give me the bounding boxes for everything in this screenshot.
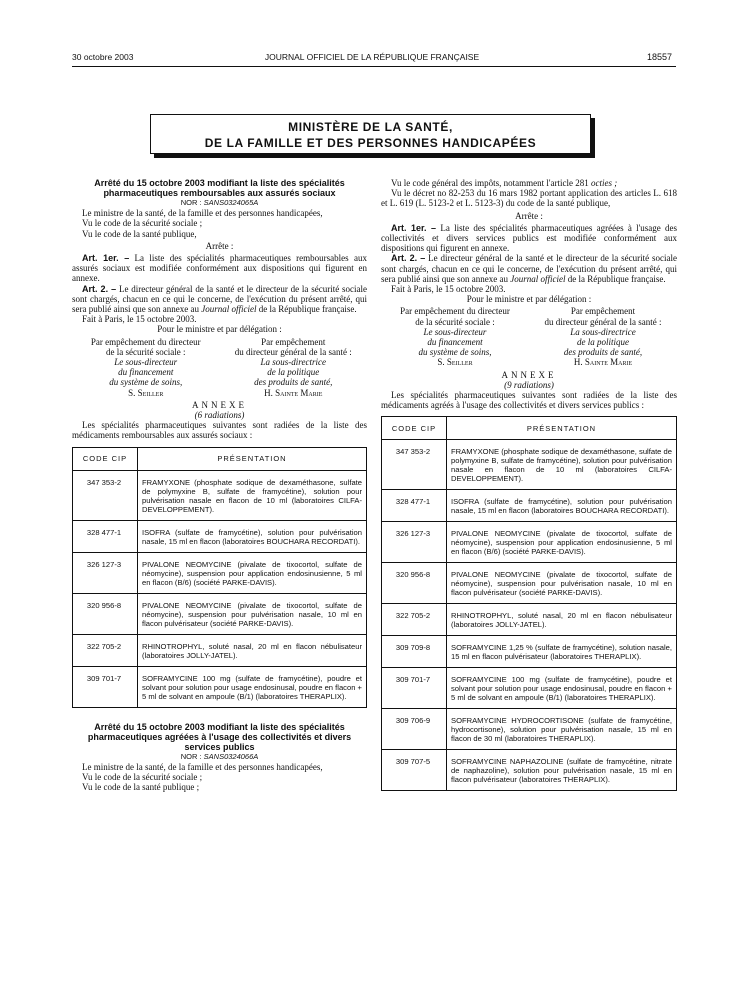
arrete1-annex-intro: Les spécialités pharmaceutiques suivantes sont radiées de la liste des médicaments remboursables aux assurés sociaux : [72,420,367,441]
right-column [381,178,677,791]
arrete2-annex-table [381,416,677,791]
table-row: 328 477-1 ISOFRA (sulfate de framycétine), solution pour pulvérisation nasale, 15 ml en flacon (laboratoires BOUCHARA RECORDATI). [382,490,677,522]
table-row: 326 127-3 PIVALONE NEOMYCINE (pivalate de tixocortol, sulfate de néomycine), suspension pour application endosinusienne, 5 ml en flacon (B/6) (société PARKE-DAVIS). [382,522,677,563]
arrete2-vu-1: Vu le code de la sécurité sociale ; [82,772,203,783]
arrete2-annexe-heading: ANNEXE [501,369,557,380]
table-row: 309 706-9 SOFRAMYCINE HYDROCORTISONE (sulfate de framycétine, hydrocortisone), solution pour pulvérisation nasale, 15 ml en flacon de 30 ml (laboratoires THERAPLIX). [382,709,677,750]
arrete1-nor-code: SANS0324065A [203,198,259,207]
arrete1-article-1: Art. 1er. – La liste des spécialités pharmaceutiques remboursables aux assurés sociaux est modifiée conformément aux dispositions qui figurent en annexe. [72,253,367,284]
arrete1-signatures [72,337,367,398]
arrete1-intro: Le ministre de la santé, de la famille et des personnes handicapées, [82,208,323,219]
table-row: 309 701-7 SOFRAMYCINE 100 mg (sulfate de framycétine), poudre et solvant pour solution pour usage endosinusal, poudre en flacon + 5 ml de solvant en ampoule (B/1) (laboratoires THERAPLIX). [382,668,677,709]
arrete2-signatures [381,306,677,367]
table-row: 309 701-7 SOFRAMYCINE 100 mg (sulfate de framycétine), poudre et solvant pour solution pour usage endosinusal, poudre en flacon + 5 ml de solvant en ampoule (B/1) (laboratoires THERAPLIX). [73,666,367,707]
table-header-row [382,417,677,440]
arrete2-arrete: Arrête : [515,210,543,221]
page-header [72,52,672,66]
column-header-code: CODE CIP [382,417,447,440]
table-row: 322 705-2 RHINOTROPHYL, soluté nasal, 20 ml en flacon nébulisateur (laboratoires JOLLY-JATEL). [382,604,677,636]
arrete2-vu-3: Vu le code général des impôts, notamment l'article 281 octies ; [391,178,618,188]
ministry-line-2: DE LA FAMILLE ET DES PERSONNES HANDICAPÉES [204,136,537,150]
arrete1-annexe-heading: ANNEXE [192,399,247,410]
column-header-presentation: PRÉSENTATION [447,417,677,440]
table-row: 322 705-2 RHINOTROPHYL, soluté nasal, 20 ml en flacon nébulisateur (laboratoires JOLLY-JATEL). [73,634,367,666]
header-rule [72,66,676,67]
arrete1-annex-table [72,447,367,708]
arrete1-arrete: Arrête : [205,240,234,251]
arrete1-signature-left: Par empêchement du directeur de la sécurité sociale : Le sous-directeur du financement du système de soins, S. Seiller [90,336,201,398]
arrete1-radiations: (6 radiations) [194,410,245,421]
arrete2-radiations: (9 radiations) [504,379,554,390]
table-header-row [73,447,367,470]
arrete2-signature-right: Par empêchement du directeur général de la santé : La sous-directrice de la politique des produits de santé, H. Sainte Marie [544,306,662,368]
arrete1-fait: Fait à Paris, le 15 octobre 2003. [82,314,197,325]
arrete2-article-1: Art. 1er. – La liste des spécialités pharmaceutiques agréées à l'usage des collectivités et divers services publics est modifiée conformément aux dispositions qui figurent en annexe. [381,222,677,254]
arrete2-vu-2: Vu le code de la santé publique ; [82,782,200,793]
arrete2-article-2: Art. 2. – Le directeur général de la santé et le directeur de la sécurité sociale sont chargés, chacun en ce qui le concerne, de l'exécution du présent arrêté, qui sera publié ainsi que son annexe au Journal officiel de la République française. [381,253,677,284]
arrete1-signature-right: Par empêchement du directeur général de la santé : La sous-directrice de la politique des produits de santé, H. Sainte Marie [234,336,352,398]
arrete2-title: Arrêté du 15 octobre 2003 modifiant la liste des spécialités pharmaceutiques agréées à l'usage des collectivités et divers services publics [87,721,352,752]
table-row: 326 127-3 PIVALONE NEOMYCINE (pivalate de tixocortol, sulfate de néomycine), suspension pour application endosinusienne, 5 ml en flacon (B/6) (société PARKE-DAVIS). [73,552,367,593]
arrete1-vu-2: Vu le code de la santé publique, [82,228,197,239]
header-journal: JOURNAL OFFICIEL DE LA RÉPUBLIQUE FRANÇAISE [264,52,480,62]
arrete1-pour: Pour le ministre et par délégation : [157,324,282,335]
arrete2-pour: Pour le ministre et par délégation : [466,294,592,305]
arrete2-nor-code: SANS0324066A [203,751,259,761]
arrete2-annex-intro: Les spécialités pharmaceutiques suivantes sont radiées de la liste des médicaments agréés à l'usage des collectivités et divers services publics : [381,390,677,411]
column-header-presentation: PRÉSENTATION [138,447,367,470]
ministry-box [150,114,591,154]
arrete1-article-2: Art. 2. – Le directeur général de la santé et le directeur de la sécurité sociale sont chargés, chacun en ce qui le concerne, de l'exécution du présent arrêté, qui sera publié ainsi que son annexe au Journal officiel de la République française. [72,283,368,315]
header-page-number: 18557 [646,52,672,62]
arrete1-vu-1: Vu le code de la sécurité sociale ; [82,218,203,229]
arrete1-title: Arrêté du 15 octobre 2003 modifiant la liste des spécialités pharmaceutiques remboursables aux assurés sociaux [94,178,345,198]
table-row: 347 353-2 FRAMYXONE (phosphate sodique de dexaméthasone, sulfate de polymyxine B, sulfate de framycétine), solution pour pulvérisation nasale en flacon de 10 ml (laboratoires CILFA-DEVELOPPEMENT). [73,470,367,520]
arrete1-nor: NOR : SANS0324065A [180,198,259,207]
table-row: 328 477-1 ISOFRA (sulfate de framycétine), solution pour pulvérisation nasale, 15 ml en flacon (laboratoires BOUCHARA RECORDATI). [73,520,367,552]
table-row: 309 709-8 SOFRAMYCINE 1,25 % (sulfate de framycétine), solution nasale, 15 ml en flacon pulvérisateur (laboratoires THERAPLIX). [382,636,677,668]
table-row: 347 353-2 FRAMYXONE (phosphate sodique de dexaméthasone, sulfate de polymyxine B, sulfate de framycétine), solution pour pulvérisation nasale en flacon de 10 ml (laboratoires CILFA-DEVELOPPEMENT). [382,440,677,490]
header-date: 30 octobre 2003 [72,52,134,62]
arrete2-signature-left: Par empêchement du directeur de la sécurité sociale : Le sous-directeur du financement du système de soins, S. Seiller [400,306,510,368]
arrete2-vu-4: Vu le décret no 82-253 du 16 mars 1982 portant application des articles L. 618 et L. 619 (L. 5123-2 et L. 5123-3) du code de la santé publique, [381,188,677,209]
arrete2-nor: NOR : SANS0324066A [180,751,259,761]
ministry-line-1: MINISTÈRE DE LA SANTÉ, [288,120,453,134]
table-row: 320 956-8 PIVALONE NEOMYCINE (pivalate de tixocortol, sulfate de néomycine), suspension pour pulvérisation nasale, 10 ml en flacon pulvérisateur (société PARKE-DAVIS). [73,593,367,634]
column-header-code: CODE CIP [73,447,138,470]
table-row: 309 707-5 SOFRAMYCINE NAPHAZOLINE (sulfate de framycétine, nitrate de naphazoline), solution pour pulvérisation nasale, 15 ml en flacon pulvérisateur (laboratoires THERAPLIX). [382,750,677,791]
arrete2-intro: Le ministre de la santé, de la famille et des personnes handicapées, [82,761,323,772]
table-row: 320 956-8 PIVALONE NEOMYCINE (pivalate de tixocortol, sulfate de néomycine), suspension pour pulvérisation nasale, 10 ml en flacon pulvérisateur (société PARKE-DAVIS). [382,563,677,604]
left-column [72,178,367,792]
arrete2-fait: Fait à Paris, le 15 octobre 2003. [391,284,506,295]
